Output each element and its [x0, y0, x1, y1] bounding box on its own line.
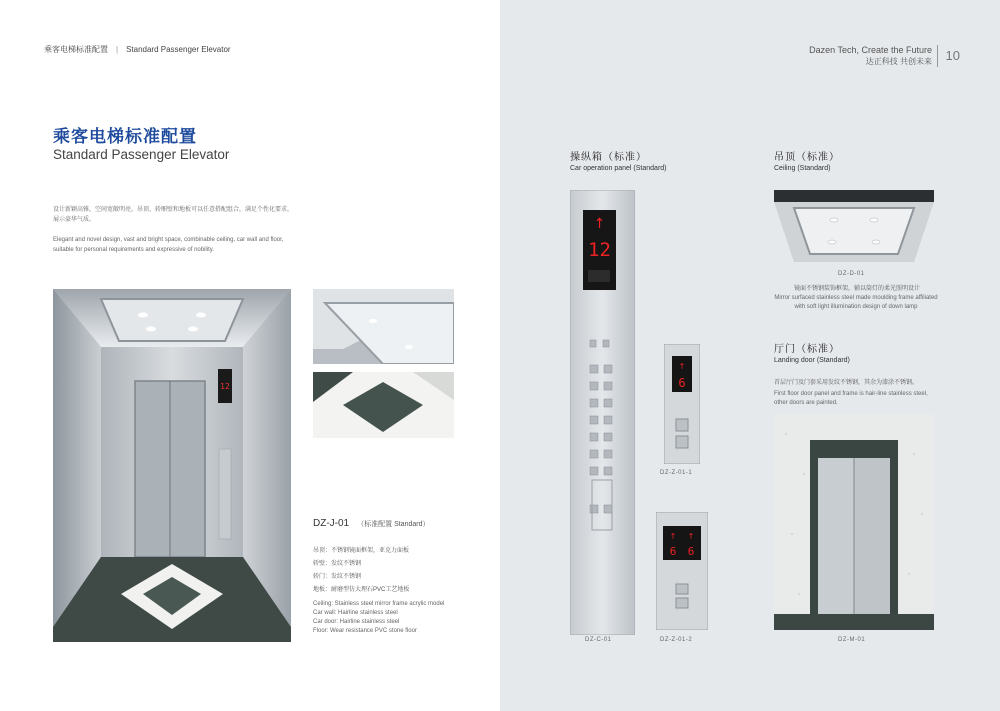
header-title-cn: 乘客电梯标准配置 — [44, 45, 108, 54]
ceiling-title-cn: 吊顶（标准） — [774, 152, 840, 163]
cop-title-cn: 操纵箱（标准） — [570, 152, 647, 163]
hall-display-1: 6 — [678, 376, 686, 390]
header-slogan-cn: 达正科技 共创未来 — [865, 57, 932, 66]
page-title-en: Standard Passenger Elevator — [53, 147, 230, 162]
hall-fixture-2-image — [656, 512, 708, 630]
cop-title-en: Car operation panel (Standard) — [570, 165, 667, 172]
svg-text:↑: ↑ — [678, 362, 686, 371]
intro-text-cn: 设计新颖高雅，空间宽敞明亮，吊顶、轿厢壁和地板可以任意搭配组合，满足个性化要求，展示豪华气质。 — [53, 207, 294, 223]
door-title-cn: 厅门（标准） — [774, 344, 840, 355]
hall-fixture-1-code: DZ-Z-01-1 — [660, 470, 693, 476]
door-desc-en: First floor door panel and frame is hair-line stainless steel, other doors are painted. — [774, 391, 928, 406]
spec-line: 地板：耐磨型仿大理石PVC工艺地板 — [313, 587, 410, 593]
hall-display-2a: 6 — [669, 545, 677, 558]
cop-section-heading — [570, 148, 667, 172]
header-title-en: Standard Passenger Elevator — [126, 45, 231, 54]
ceiling-desc-en: Mirror surfaced stainless steel made moulding frame affiliated with soft light illumination design of down lamp — [774, 295, 938, 310]
ceiling-code: DZ-D-01 — [838, 271, 865, 277]
model-specs-en — [313, 600, 444, 636]
svg-text:↑: ↑ — [687, 532, 695, 541]
header-slogan-en: Dazen Tech, Create the Future — [809, 45, 932, 55]
cabin-render-image — [53, 289, 291, 642]
hall-display-2b: 6 — [687, 545, 695, 558]
cop-code: DZ-C-01 — [585, 637, 612, 643]
cop-panel-image — [570, 190, 635, 635]
page-title-cn: 乘客电梯标准配置 — [53, 127, 197, 146]
cop-display-floor: 12 — [588, 239, 611, 261]
model-label: （标准配置 Standard） — [357, 521, 430, 528]
model-heading — [313, 518, 429, 529]
model-name: DZ-J-01 — [313, 518, 350, 529]
door-title-en: Landing door (Standard) — [774, 357, 850, 364]
ceiling-desc-cn: 镜面不锈钢装饰框架，辅以筒灯的柔光照明设计 — [793, 286, 920, 292]
door-desc-cn: 首层厅门及门套采用发纹不锈钢，其余为漆涂不锈钢。 — [774, 380, 919, 386]
spec-line: Car door: Hairline stainless steel — [313, 619, 400, 625]
ceiling-detail-image — [313, 289, 454, 364]
hall-fixture-1-image — [664, 344, 700, 464]
header-separator: | — [116, 45, 119, 54]
svg-text:↑: ↑ — [593, 216, 606, 232]
spec-line: Ceiling: Stainless steel mirror frame acrylic model — [313, 601, 445, 607]
hall-fixture-2-code: DZ-Z-01-2 — [660, 637, 693, 643]
ceiling-product-image — [774, 190, 934, 268]
ceiling-section-heading — [774, 148, 840, 172]
ceiling-title-en: Ceiling (Standard) — [774, 165, 831, 172]
spec-line: 轿门：发纹不锈钢 — [313, 574, 362, 580]
page-number: 10 — [937, 45, 960, 67]
door-code: DZ-M-01 — [838, 637, 866, 643]
cabin-display-floor: 12 — [220, 382, 230, 391]
svg-text:↑: ↑ — [669, 532, 677, 541]
landing-door-image — [774, 414, 934, 630]
header-right — [809, 44, 932, 68]
floor-detail-image — [313, 372, 454, 438]
spec-line: 吊顶：不锈钢镜面框架，亚克力面板 — [313, 548, 410, 554]
spec-line: Car wall: Hairline stainless steel — [313, 610, 398, 616]
spec-line: Floor: Wear resistance PVC stone floor — [313, 628, 417, 634]
header-left — [44, 44, 231, 55]
intro-text-en: Elegant and novel design, vast and bright space, combinable ceiling, car wall and floor, suitable for personal requirements and expressive of nobility. — [53, 237, 284, 253]
spec-line: 轿壁：发纹不锈钢 — [313, 561, 362, 567]
model-specs-cn — [313, 545, 409, 597]
door-section-heading — [774, 340, 850, 364]
